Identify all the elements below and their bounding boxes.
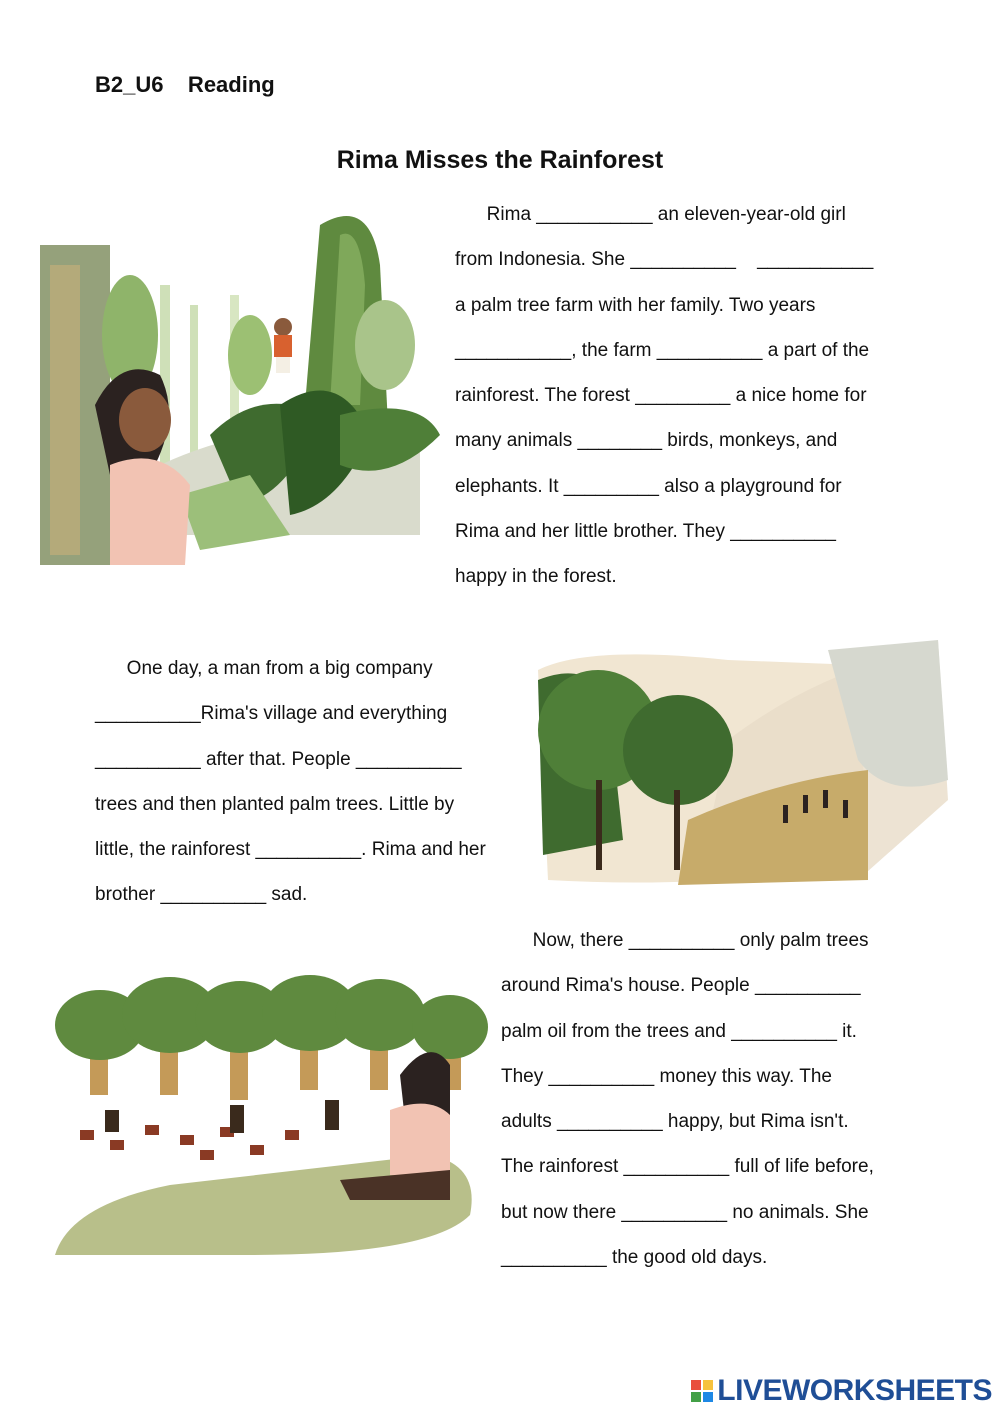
paragraph-1 [455,192,873,600]
paragraph-line: They __________ money this way. The [501,1065,832,1087]
cleared-hillside-illustration [528,640,950,900]
paragraph-line: but now there __________ no animals. She [501,1201,869,1223]
paragraph-2 [95,646,486,918]
paragraph-line: Now, there __________ only palm trees [501,930,869,951]
paragraph-line: adults __________ happy, but Rima isn't. [501,1111,849,1133]
paragraph-line: __________ after that. People __________ [95,748,462,770]
paragraph-line: brother __________ sad. [95,884,308,906]
logo-blocks-icon [691,1380,713,1402]
paragraph-line: happy in the forest. [455,566,617,588]
paragraph-line: Rima and her little brother. They __________ [455,521,836,543]
paragraph-line: elephants. It _________ also a playground for [455,475,842,497]
worksheet-code: B2_U6 Reading [95,72,275,97]
paragraph-line: __________ the good old days. [501,1247,768,1269]
paragraph-line: __________Rima's village and everything [95,703,448,725]
paragraph-line: rainforest. The forest _________ a nice home for [455,385,867,407]
paragraph-line: around Rima's house. People __________ [501,975,861,997]
paragraph-line: ___________, the farm __________ a part of the [455,339,870,361]
brand-name: LIVEWORKSHEETS [717,1374,992,1407]
liveworksheets-logo [691,1376,992,1406]
paragraph-line: palm oil from the trees and __________ it. [501,1020,857,1042]
paragraph-line: trees and then planted palm trees. Little by [95,793,455,815]
boy-figure [274,318,292,373]
girl-in-forest-illustration [40,205,440,575]
paragraph-line: Rima ___________ an eleven-year-old girl [455,204,846,225]
paragraph-line: from Indonesia. She __________ ___________ [455,249,874,271]
paragraph-line: a palm tree farm with her family. Two years [455,294,816,316]
palm-plantation-illustration [50,955,490,1260]
paragraph-line: little, the rainforest __________. Rima and her [95,839,486,861]
paragraph-line: One day, a man from a big company [95,658,433,679]
paragraph-3 [501,918,874,1280]
paragraph-line: many animals ________ birds, monkeys, and [455,430,838,452]
page-title: Rima Misses the Rainforest [336,146,664,174]
paragraph-line: The rainforest __________ full of life before, [501,1156,874,1178]
